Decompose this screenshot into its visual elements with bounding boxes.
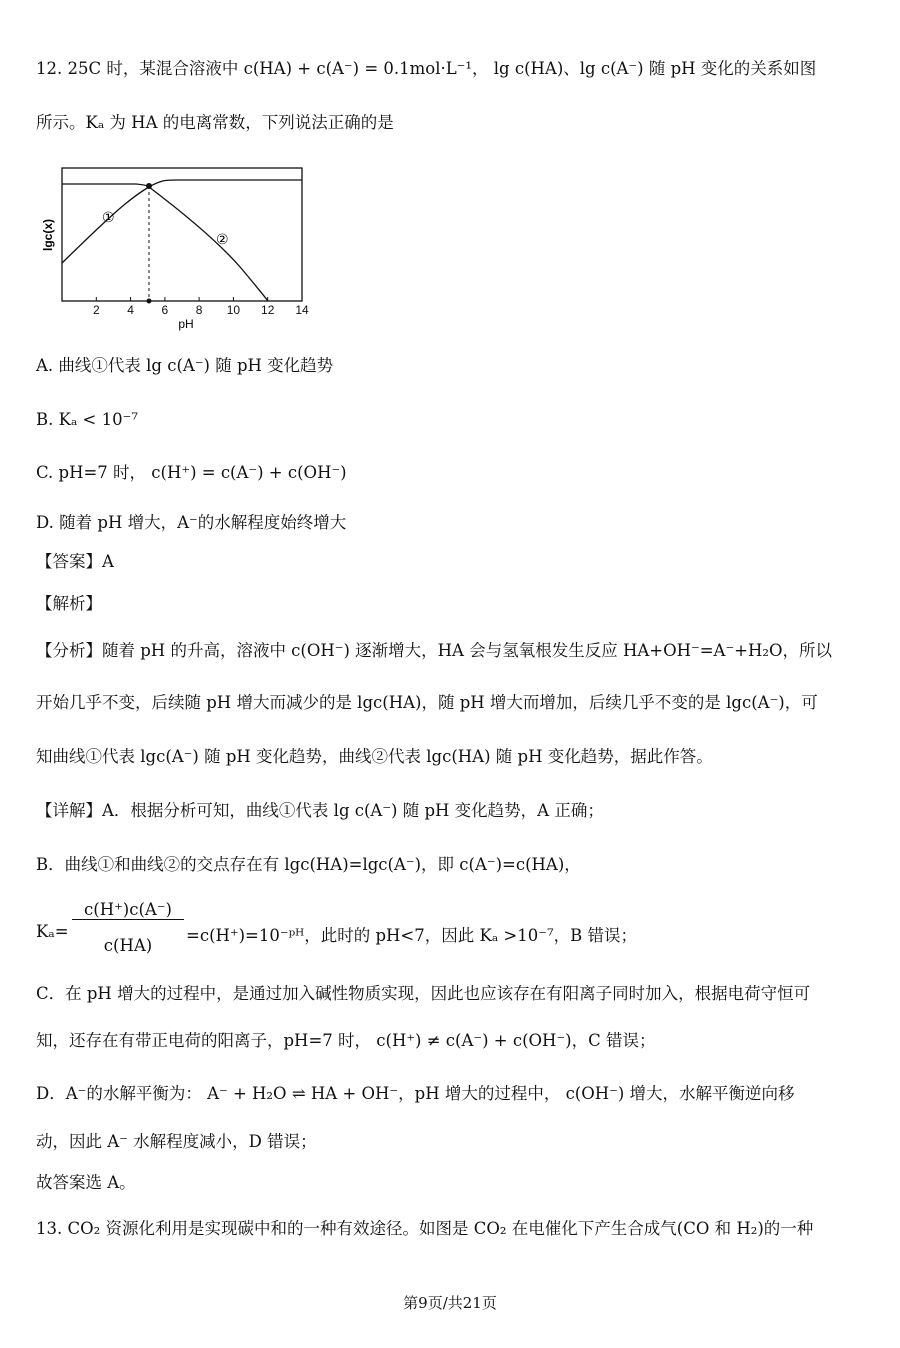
answer: 【答案】A (36, 552, 114, 571)
analysis-line-3: 知曲线①代表 lgc(A⁻) 随 pH 变化趋势，曲线②代表 lgc(HA) 随 pH 变化趋势，据此作答。 (36, 747, 713, 766)
option-a: A. 曲线①代表 lg c(A⁻) 随 pH 变化趋势 (36, 356, 334, 375)
xtick-label: 8 (195, 303, 203, 317)
analysis-line-1: 【分析】随着 pH 的升高，溶液中 c(OH⁻) 逐渐增大，HA 会与氢氧根发生反应 HA+OH⁻=A⁻+H₂O，所以 (36, 641, 833, 660)
xtick-label: 10 (226, 303, 241, 317)
figure-frame (62, 168, 302, 301)
xtick-label: 4 (127, 303, 134, 317)
page-number: 第9页/共21页 (403, 1294, 497, 1312)
conclusion: 故答案选 A。 (36, 1173, 136, 1192)
ka-lhs: Kₐ= (36, 922, 69, 941)
analysis-line-2: 开始几乎不变，后续随 pH 增大而减少的是 lgc(HA)，随 pH 增大而增加，后续几乎不变的是 lgc(A⁻)，可 (36, 693, 818, 712)
detail-d-line-1: D．A⁻的水解平衡为： A⁻ + H₂O ⇌ HA + OH⁻，pH 增大的过程中， c(OH⁻) 增大，水解平衡逆向移 (36, 1084, 795, 1103)
xtick-label: 2 (92, 303, 100, 317)
y-axis-label: lgc(x) (41, 218, 55, 252)
q12-stem-line1: 12. 25C 时，某混合溶液中 c(HA) + c(A⁻) = 0.1mol·L⁻¹， lg c(HA)、lg c(A⁻) 随 pH 变化的关系如图 (36, 59, 817, 78)
option-b: B. Kₐ < 10⁻⁷ (36, 410, 138, 429)
xtick-label: 14 (295, 303, 309, 317)
q12-stem-line2: 所示。Kₐ 为 HA 的电离常数，下列说法正确的是 (36, 113, 394, 132)
detail-a: 【详解】A．根据分析可知，曲线①代表 lg c(A⁻) 随 pH 变化趋势，A 正确； (36, 801, 604, 820)
curve-2-label: ② (216, 231, 229, 247)
intersection-ph-marker (147, 299, 152, 304)
detail-c-line-1: C．在 pH 增大的过程中，是通过加入碱性物质实现，因此也应该存在有阳离子同时加入，根据电荷守恒可 (36, 984, 811, 1003)
x-axis-label: pH (178, 317, 194, 331)
detail-b-line-2: =c(H⁺)=10⁻ᵖᴴ，此时的 pH<7，因此 Kₐ >10⁻⁷，B 错误； (186, 926, 637, 945)
xtick-label: 6 (161, 303, 169, 317)
option-d: D. 随着 pH 增大，A⁻的水解程度始终增大 (36, 513, 347, 532)
detail-c-line-2: 知，还存在有带正电荷的阳离子，pH=7 时， c(H⁺) ≠ c(A⁻) + c(OH⁻)，C 错误； (36, 1031, 656, 1050)
q12-figure (36, 160, 326, 339)
xtick-label: 12 (261, 303, 275, 317)
curve-1-label: ① (102, 209, 115, 225)
detail-d-line-2: 动，因此 A⁻ 水解程度减小，D 错误； (36, 1132, 317, 1151)
curve-2 (62, 184, 268, 301)
curve-1 (62, 180, 302, 263)
detail-b-line-1: B．曲线①和曲线②的交点存在有 lgc(HA)=lgc(A⁻)，即 c(A⁻)=c(HA)， (36, 855, 581, 874)
q13-stem-line1: 13. CO₂ 资源化利用是实现碳中和的一种有效途径。如图是 CO₂ 在电催化下产生合成气(CO 和 H₂)的一种 (36, 1219, 814, 1238)
option-c: C. pH=7 时， c(H⁺) = c(A⁻) + c(OH⁻) (36, 463, 347, 482)
fraction-numerator: c(H⁺)c(A⁻) (72, 900, 184, 920)
fraction-denominator: c(HA) (103, 936, 153, 955)
analysis-title: 【解析】 (36, 594, 102, 613)
